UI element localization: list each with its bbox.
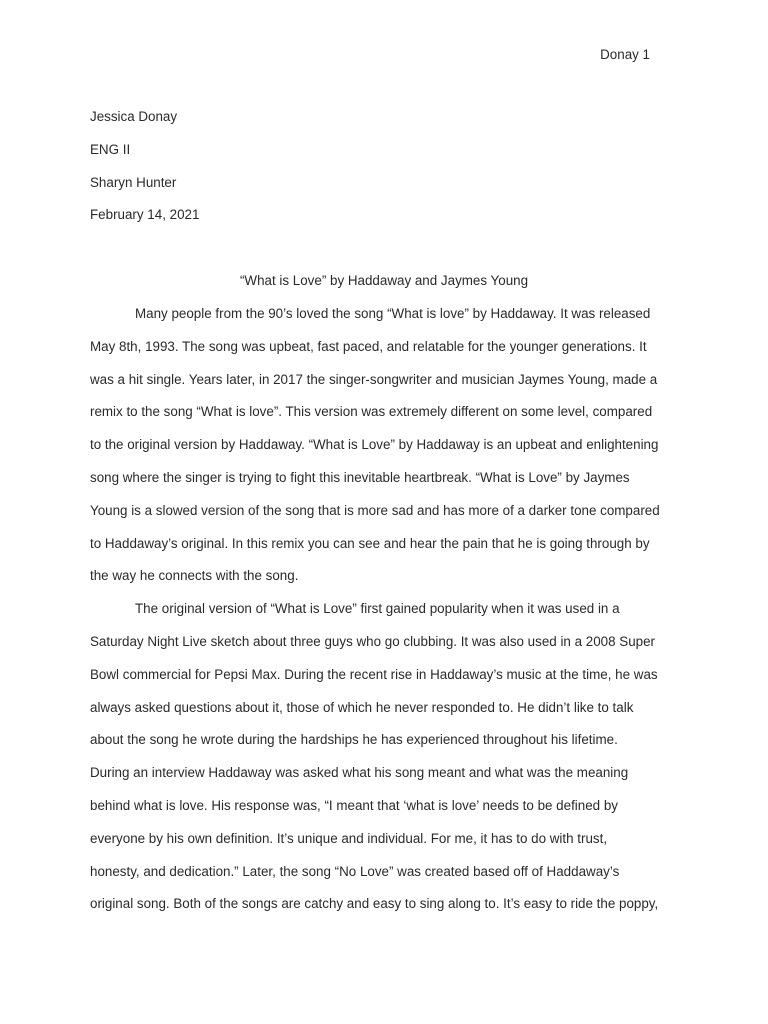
body-line: Saturday Night Live sketch about three guys who go clubbing. It was also used in a 2008 Super: [90, 633, 655, 649]
body-line: honesty, and dedication.” Later, the song “No Love” was created based off of Haddaway’s: [90, 863, 620, 879]
body-line: behind what is love. His response was, “I meant that ‘what is love’ needs to be defined by: [90, 797, 618, 813]
body-line: Many people from the 90’s loved the song “What is love” by Haddaway. It was released: [135, 306, 651, 321]
essay-title: “What is Love” by Haddaway and Jaymes Young: [239, 273, 529, 288]
course-name: ENG II: [90, 141, 131, 157]
student-name: Jessica Donay: [90, 109, 178, 124]
body-line: song where the singer is trying to fight this inevitable heartbreak. “What is Love” by Jaymes: [90, 469, 630, 485]
body-line: to the original version by Haddaway. “What is Love” by Haddaway is an upbeat and enlightening: [90, 437, 659, 453]
essay-body: [90, 305, 680, 928]
body-line: about the song he wrote during the hardships he has experienced throughout his lifetime.: [90, 732, 618, 748]
body-line: During an interview Haddaway was asked what his song meant and what was the meaning: [90, 765, 629, 781]
body-line: original song. Both of the songs are catchy and easy to sing along to. It’s easy to ride the poppy,: [90, 896, 659, 912]
body-line: Bowl commercial for Pepsi Max. During the recent rise in Haddaway’s music at the time, he was: [90, 666, 658, 682]
body-line: May 8th, 1993. The song was upbeat, fast paced, and relatable for the younger generations. It: [90, 338, 647, 354]
body-line: the way he connects with the song.: [90, 568, 299, 584]
body-line: to Haddaway’s original. In this remix you can see and hear the pain that he is going through by: [90, 535, 650, 551]
running-header: Donay 1: [600, 47, 650, 62]
body-line: remix to the song “What is love”. This version was extremely different on some level, compared: [90, 404, 653, 420]
body-line: was a hit single. Years later, in 2017 the singer-songwriter and musician Jaymes Young, made a: [90, 371, 658, 387]
body-line: always asked questions about it, those of which he never responded to. He didn’t like to talk: [90, 699, 634, 715]
mla-heading: [90, 108, 199, 239]
body-line: The original version of “What is Love” first gained popularity when it was used in a: [135, 601, 620, 617]
instructor-name: Sharyn Hunter: [90, 174, 177, 190]
body-line: everyone by his own definition. It’s unique and individual. For me, it has to do with trust,: [90, 830, 608, 846]
body-line: Young is a slowed version of the song that is more sad and has more of a darker tone compared: [90, 502, 660, 518]
submission-date: February 14, 2021: [90, 207, 200, 223]
